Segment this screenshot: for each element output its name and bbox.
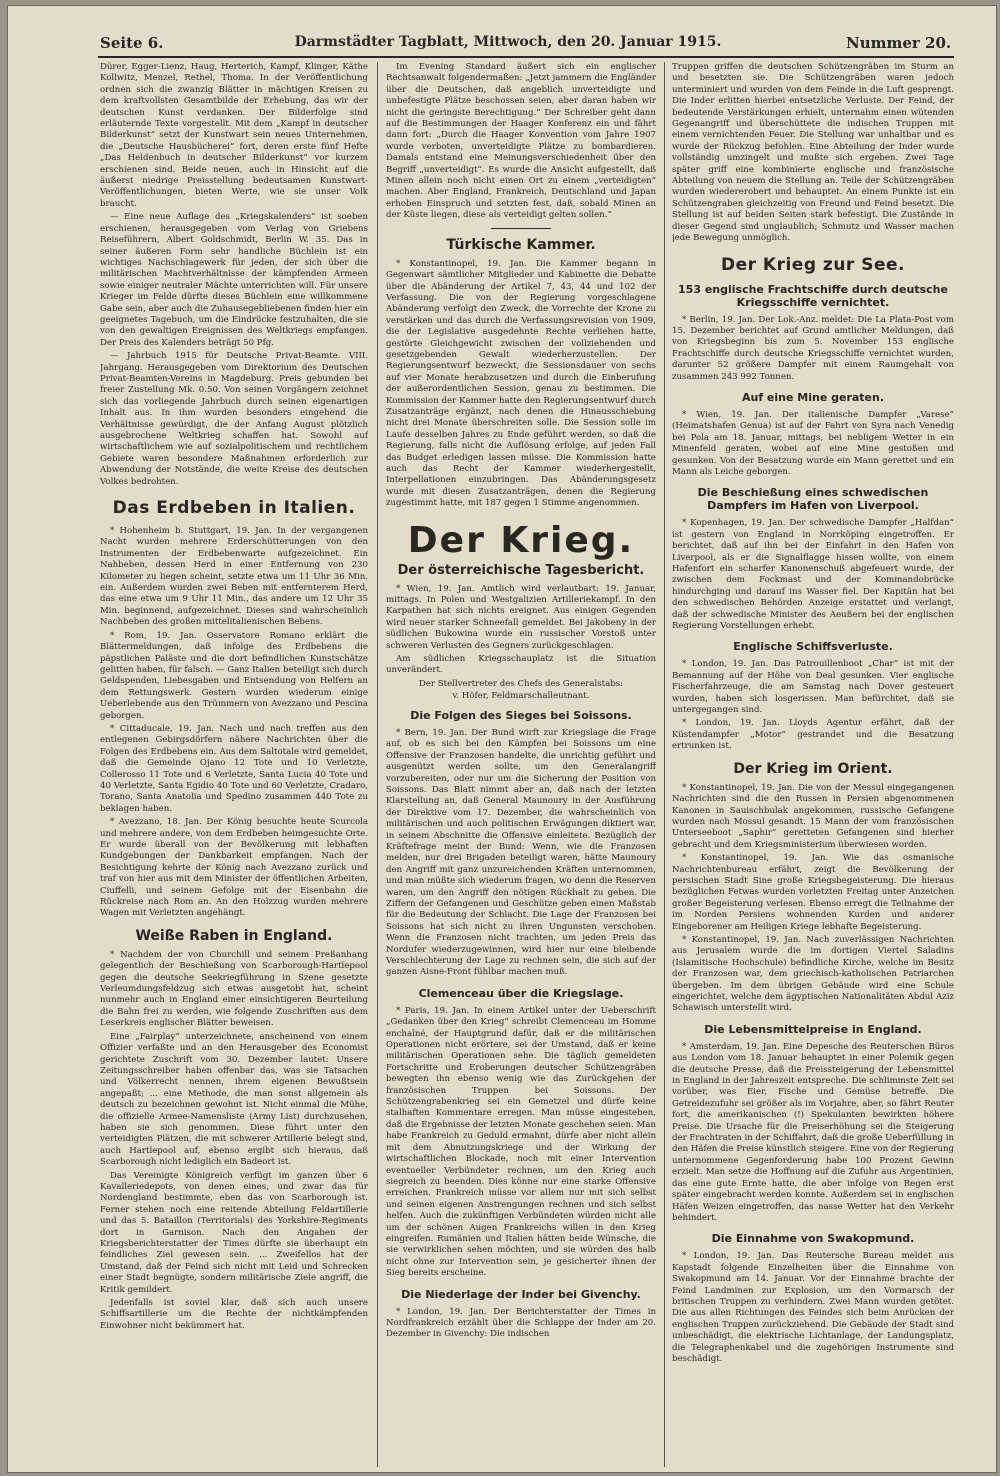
newspaper-title-date: Darmstädter Tagblatt, Mittwoch, den 20. Januar 1915. (294, 34, 722, 50)
article-text: * London, 19. Jan. Das Patrouillenboot „Char“ ist mit der Bemannung auf der Höhe von Deal gesunken. Vier englische Fischerfahrzeuge, die am Samstag nach Dover gesteuert wurden, haben sich losgerissen. Man befürchtet, daß sie untergegangen sind. (672, 659, 954, 716)
article-text: Jedenfalls ist soviel klar, daß sich auch unsere Schiffsartillerie um die Rechte der nichtkämpfenden Einwohner nicht bekümmert hat. (100, 1298, 368, 1331)
article-text: * Konstantinopel, 19. Jan. Wie das osmanische Nachrichtenbureau erfährt, zeigt die Bevölkerung der persischen Stadt Sine große Kriegsbegeisterung. Die hieraus bezüglichen Fetwas wurden vorletzten Freitag unter Anzeichen großer Begeisterung verlesen. Ebenso erregt die Teilnahme der im Norden Persiens wohnenden Kurden und anderer Eingeborener am Heiligen Kriege lebhafte Begeisterung. (672, 853, 954, 932)
heading-clemenceau: Clemenceau über die Kriegslage. (418, 986, 624, 1000)
article-text: * Amsterdam, 19. Jan. Eine Depesche des Reuterschen Büros aus London vom 18. Januar behauptet in einer Polemik gegen die deutsche Presse, daß die Preissteigerung der Lebensmittel in England in der Jahreszeit entspreche. Die schlimmste Zeit sei vorüber, was Eier, Fische und Gemüse betreffe. Die Getreidezufuhr sei größer als im Vorjahre, aber, so fährt Reuter fort, die amerikanischen (!) Spekulanten bewirkten höhere Preise. Die Ursache für die Preiserhöhung sei die Steigerung der Frachtraten in der Schiffahrt, daß die große Ueberfüllung in den Häfen die Preise künstlich steigere. Eine von der Regierung unternommene Gegenforderung habe 100 Prozent Gewinn erzielt. Man setze die Hoffnung auf die Zufuhr aus Argentinien, das eine gute Ernte hatte, die aber infolge von Regen erst später eingebracht werden konnte. Außerdem sei in englischen Häfen Weizen eingetroffen, das nasse Wetter hat den Verkehr behindert. (672, 1041, 954, 1223)
article-text: * Berlin, 19. Jan. Der Lok.-Anz. meldet: Die La Plata-Post vom 15. Dezember berichtet auf Grund amtlicher Meldungen, daß von Kriegsbeginn bis zum 5. November 153 englische Frachtschiffe durch deutsche Kriegsschiffe vernichtet wurden, darunter 52 größere Dampfer mit einem Raumgehalt von zusammen 243 992 Tonnen. (672, 314, 954, 382)
article-text: — Jahrbuch 1915 für Deutsche Privat-Beamte. VIII. Jahrgang. Herausgegeben vom Direktorium des Deutschen Privat-Beamten-Vereins in Magdeburg. Preis gebunden bei freier Zustellung Mk. 0.50. Von seinen Vorgängern zeichnet sich das vorliegende Jahrbuch durch seinen eigenartigen Inhalt aus. In ihm wurden besonders eingehend die Verhältnisse gewürdigt, die der Anfang August plötzlich ausgebrochene Weltkrieg schaffen hat. Sowohl auf wirtschaftlichem wie auf sozialpolitischem und rechtlichem Gebiete waren besondere Maßnahmen erforderlich zur Abwendung der Notstände, die weite Kreise des deutschen Volkes bedrohten. (100, 351, 368, 487)
article-text: * Kopenhagen, 19. Jan. Der schwedische Dampfer „Halfdan“ ist gestern von England in Norrköping eingetroffen. Er berichtet, daß auf ihn bei der Einfahrt in den Hafen von Liverpool, als er die Signalflagge hissen wollte, von einem Hafenfort ein scharfer Kanonenschuß abgefeuert wurde, der zwischen dem Fockmast und der Kommandobrücke hindurchging und darauf ins Wasser fiel. Der Kapitän hat bei den schwedischen Behörden Anzeige erstattet und verlangt, daß der schwedische Minister des Aeußern bei der englischen Regierung Vorstellungen erhebt. (672, 518, 954, 632)
article-text: * Hohenheim b. Stuttgart, 19. Jan. In der vergangenen Nacht wurden mehrere Erderschütterungen von den Instrumenten der Erdbebenwarte aufgezeichnet. Ein Nahbeben, dessen Herd in einer Entfernung von 230 Kilometer zu liegen scheint, setzte etwa um 11 Uhr 36 Min. ein. Außerdem wurden zwei Beben mit entfernterem Herd, das eine etwa um 9 Uhr 11 Min., das andere um 12 Uhr 35 Min. beginnend, aufgezeichnet. Dieses sind wahrscheinlich Nachbeben des großen mittelitalienischen Bebens. (100, 526, 368, 628)
article-text: * Wien, 19. Jan. Amtlich wird verlautbart: 19. Januar, mittags. In Polen und Westgalizien Artilleriekampf. In den Karpathen hat sich nichts ereignet. Aus einigen Gegenden wird neuer starker Schneefall gemeldet. Bei Jakobeny in der südlichen Bukowina wurde ein russischer Vorstoß unter schweren Verlusten des Gegners zurückgeschlagen. (386, 583, 656, 651)
heading-schwedisch: Die Beschießung eines schwedischen Dampfers im Hafen von Liverpool. (697, 486, 929, 513)
subheading-see: 153 englische Frachtschiffe durch deutsche Kriegsschiffe vernichtet. (678, 282, 948, 309)
column-2 (386, 62, 656, 1467)
signature-name: v. Höfer, Feldmarschalleutnant. (452, 690, 590, 701)
article-text: * Konstantinopel, 19. Jan. Die von der Messul eingegangenen Nachrichten sind die den Russen in Persien abgenommenen Kanonen in Sauischbulak angekommen, russische Gefangene wurden nach Mossul gesandt. 15 Mann der vom französischen Unterseeboot „Saphir“ geretteten Gefangenen sind hierher gebracht und dem Kriegsministerium überwiesen worden. (672, 782, 954, 850)
article-text: * Avezzano, 18. Jan. Der König besuchte heute Scurcola und mehrere andere, von dem Erdbeben heimgesuchte Orte. Er wurde überall von der Bevölkerung mit lebhaften Kundgebungen der Dankbarkeit empfangen. Nach der Besichtigung kehrte der König nach Avezzano zurück und traf von hier aus mit dem Minister der öffentlichen Arbeiten, Ciuffelli, und seinem Gefolge mit der Eisenbahn die Rückreise nach Rom an. An den Holzzug wurden mehrere Wagen mit Verletzten angehängt. (100, 817, 368, 919)
article-text: Im Evening Standard äußert sich ein englischer Rechtsanwalt folgendermaßen: „Jetzt jammern die Engländer über die Deutschen, daß angeblich unverteidigte und unbefestigte Plätze beschossen seien, aber daran haben wir nicht die geringste Berechtigung.“ Der Schreiber geht dann auf die Bestimmungen der Haager Konferenz ein und fährt dann fort: „Durch die Haager Konvention vom Jahre 1907 wurde verboten, unverteidigte Plätze zu bombardieren. Damals entstand eine Meinungsverschiedenheit über den Begriff „unverteidigt“. Es wurde die Ansicht aufgestellt, daß Minen allein noch nicht einen Ort zu einem „verteidigten“ machen. Aber England, Frankreich, Deutschland und Japan erhoben Einspruch und setzten fest, daß, sobald Minen an der Küste liegen, diese als verteidigt gelten sollen.“ (386, 62, 656, 221)
article-text: * Konstantinopel, 19. Jan. Nach zuverlässigen Nachrichten aus Jerusalem wurde die im dortigen Viertel Saladins (Islamitische Hochschule) befindliche Kirche, welche im Besitz der Franzosen war, dem griechisch-katholischen Patriarchen übergeben. Im dem übrigen Gebäude wird eine Schule eingerichtet, welche dem ägyptischen Nationalitäten Abdul Aziz Schawisch unterstellt wird. (672, 934, 954, 1014)
heading-raben: Weiße Raben in England. (135, 927, 333, 944)
article-text: * London, 19. Jan. Das Reutersche Bureau meldet aus Kapstadt folgende Einzelheiten über die Einnahme von Swakopmund am 14. Januar. Vor der Einnahme brachte der Feind Landminen zur Explosion, um den Vormarsch der britischen Truppen zu verhindern. Zwei Mann wurden getötet. Die aus allen Richtungen des Feindes sich beim Anrücken der englischen Truppen zurückziehend. Die Gebäude der Stadt sind unbeschädigt, die elektrische Lichtanlage, der Landungsplatz, die Telegraphenkabel und die zugehörigen Instrumente sind beschädigt. (672, 1251, 954, 1364)
heading-soissons: Die Folgen des Sieges bei Soissons. (410, 708, 632, 722)
article-text: * Rom, 19. Jan. Osservatore Romano erklärt die Blättermeldungen, daß infolge des Erdbebens die päpstlichen Paläste und die dort befindlichen Kunstschätze gelitten haben, für falsch. — Ganz Italien beteiligt sich durch Geldspenden, Liebesgaben und Entsendung von Helfern an dem Rettungswerk. Gestern wurden wiederum einige Ueberlebende aus den Trümmern von Avezzano und Pescina geborgen. (100, 630, 368, 721)
heading-mine: Auf eine Mine geraten. (741, 390, 885, 404)
column-1 (100, 62, 368, 1467)
heading-orient: Der Krieg im Orient. (733, 760, 893, 777)
heading-erdbeben: Das Erdbeben in Italien. (112, 498, 356, 519)
article-text: * London, 19. Jan. Lloyds Agentur erfährt, daß der Küstendampfer „Motor“ gestrandet und die Besatzung ertrunken ist. (672, 718, 954, 752)
heading-see: Der Krieg zur See. (720, 254, 905, 275)
article-text: * Paris, 19. Jan. In einem Artikel unter der Ueberschrift „Gedanken über den Krieg“ schreibt Clemenceau im Homme enchaîné, der Hauptgrund dafür, daß er die militärischen Operationen nicht erörtere, sei der Umstand, daß er keine militärischen Operationen sehe. Die täglich gemeldeten Fortschritte und Eroberungen deutscher Schützengräben bewegten ihn ebenso wenig wie das Zurückgehen der französischen Truppen bei Soissons. Der Schützengrabenkrieg sei ein Gemetzel und dürfe keine stalhaften Kommentare erregen. Man müsse eingestehen, daß die Ergebnisse der letzten Monate geschehen seien. Man habe Frankreich zu Geduld ermahnt, dürfe aber nicht allein mit dem Abnutzungskriege und der Wirkung der wirtschaftlichen Blockade, noch mit einer Intervention eventueller Verbündeter rechnen, um den Krieg auch siegreich zu beenden. Dies könne nur eine starke Offensive erreichen. Frankreich müsse vor allem nur mit sich selbst und seinen eigenen Anstrengungen rechnen und sich selbst helfen. Auch die zukünftigen Verbündeten würden nicht alle um der schönen Augen Frankreichs willen in den Krieg eingreifen. Rumänien und Italien hätten beide Wünsche, die sie verwirklichen sehen möchten, und sie würden des halb nicht ohne zur Intervention sein, je gesicherter ihnen der Sieg bereits erscheine. (386, 1005, 656, 1279)
masthead-rule (98, 56, 954, 58)
page-number: Seite 6. (100, 34, 164, 52)
column-divider (664, 62, 665, 1467)
newspaper-page (8, 6, 996, 1472)
article-text: * Bern, 19. Jan. Der Bund wirft zur Kriegslage die Frage auf, ob es sich bei den Kämpfen bei Soissons um eine Offensive der Franzosen handelte, die unrichtig geführt und ausgenützt werden sollte, um den Generalangriff vorzubereiten, oder nur um die Sicherung der Position von Soissons. Das Blatt nimmt aber an, daß nach der letzten Klarstellung an, daß General Maunoury in der Ausführung der Direktive vom 17. Dezember, die wahrscheinlich von militärischen und auch politischen Erwägungen diktiert war, in seinem Abschnitte die Offensive einleitete. Bezüglich der Kräftefrage meint der Bund: Wenn, wie die Franzosen melden, nur drei Brigaden beteiligt waren, hätte Maunoury den Angriff mit ganz unzureichenden Kräften unternommen, und man müßte sich wiederum fragen, wo denn die Reserven waren, um den Angriff den nötigen Rückhalt zu geben. Die Ziffern der Gefangenen und Geschütze geben einen Maßstab für die Bedeutung der Schlacht. Die Lage der Franzosen bei Soissons hat sich nicht zu ihren Ungunsten verschoben. Wenn die Franzosen nicht trachten, um jeden Preis das Nordufer wiederzugewinnen, wird hier nur eine bleibende Verschlechterung der Lage zu rechnen sein, die sich auf der ganzen Aisne-Front fühlbar machen muß. (386, 727, 656, 978)
heading-schiffsverluste: Englische Schiffsverluste. (733, 640, 893, 654)
article-text: Truppen griffen die deutschen Schützengräben im Sturm an und besetzten sie. Die Schützengräben waren jedoch unterminiert und wurden von dem Feinde in die Luft gesprengt. Die Inder erlitten hierbei entsetzliche Verluste. Der Feind, der bedeutende Verstärkungen erhielt, unternahm einen wütenden Gegenangriff und überschüttete die indischen Truppen mit einem vernichtenden Feuer. Die Stellung war unhaltbar und es wurde der Rückzug befohlen. Eine Abteilung der Inder wurde vollständig umzingelt und mußte sich ergeben. Zwei Tage später griff eine kombinierte englische und französische Abteilung von neuem die Stellung an. Teile der Schützengräben wurden wiedererobert und behauptet. An einem Punkte ist ein Schützengraben gleichzeitig von Freund und Feind besetzt. Die Stellung ist auf beiden Seiten stark befestigt. Die Zustände in dieser Gegend sind unglaublich; Schmutz und Wasser machen jede Bewegung unmöglich. (672, 62, 954, 244)
heading-lebensmittel: Die Lebensmittelpreise in England. (704, 1022, 922, 1036)
subhead-tagesbericht: Der österreichische Tagesbericht. (397, 562, 645, 578)
masthead (8, 6, 996, 56)
issue-number: Nummer 20. (846, 34, 952, 52)
article-text: * Cittaducale, 19. Jan. Nach und nach treffen aus den entlegenen Gebirgsdörfern nähere Nachrichten über die Folgen des Erdbebens ein. Aus dem Saltotale wird gemeldet, daß die Gemeinde Ojano 12 Tote und 10 Verletzte, Collerosso 11 Tote und 6 Verletzte, Santa Lucia 40 Tote und 40 Verletzte, Santa Egidio 40 Tote und 60 Verletzte, Cradaro, Torano, Santa Anatolia und Spedino zusammen 440 Tote zu beklagen haben. (100, 723, 368, 814)
article-text: * Konstantinopel, 19. Jan. Die Kammer begann in Gegenwart sämtlicher Mitglieder und Kabinette die Debatte über die Abänderung der Artikel 7, 43, 44 und 102 der Verfassung. Die von der Regierung vorgeschlagene Abänderung verfolgt den Zweck, die Vorrechte der Krone zu verstärken und das durch die Verfassungsrevision von 1909, die der Legislative ausgedehnte Rechte verliehen hatte, gestörte Gleichgewicht zwischen der vollziehenden und gesetzgebenden Gewalt wiederherzustellen. Der Regierungsentwurf bezweckt, die Sessionsdauer von sechs auf vier Monate herabzusetzen und durch die Einberufung der außerordentlichen Session, genau zu bestimmen. Die Kommission der Kammer hatte den Regierungsentwurf durch Zusatzanträge ergänzt, nach denen die Hinausschiebung nicht drei Monate überschreiten solle. Die Session solle im Laufe desselben Jahres zu Ende geführt werden, so daß die Regierung, falls nicht die Auflösung erfolge, auf jeden Fall das Budget erledigen lassen müsse. Die Kommission hatte auch das Recht der Kammer wiederhergestellt, Interpellationen einzubringen. Das Abänderungsgesetz wurde mit diesen Zusatzanträgen, denen die Regierung zugestimmt hatte, mit 187 gegen 1 Stimme angenommen. (386, 258, 656, 509)
article-text: Dürer, Egger-Lienz, Haug, Herterich, Kampf, Klinger, Käthe Kollwitz, Menzel, Rethel, Thoma. In der Veröffentlichung ordnen sich die zwanzig Blätter in mächtigen Kreisen zu dem kraftvollsten Gesamtbilde der Erhebung, das wir der deutschen Kunst verdanken. Der Bilderfolge sind erläuternde Texte vorgestellt. Mit dem „Kampf in deutscher Bilderkunst“ setzt der Kunstwart sein neues Unternehmen, die „Deutsche Hausbücherei“ fort, deren erste fünf Hefte „Das Heldenbuch in deutscher Bilderkunst“ vor kurzem erschienen sind. Beide neuen, auch in Hinsicht auf die äußerst niedrige Preisstellung bedeutsamen Kunstwart-Veröffentlichungen, bieten Werte, wie sie unser Volk braucht. (100, 62, 368, 209)
column-3 (672, 62, 954, 1467)
heading-kammer: Türkische Kammer. (446, 236, 596, 253)
heading-swakopmund: Die Einnahme von Swakopmund. (711, 1232, 915, 1246)
separator (491, 228, 551, 229)
signature-line: Der Stellvertreter des Chefs des Generalstabs: (418, 678, 624, 689)
article-text: Das Vereinigte Königreich verfügt im ganzen über 6 Kavalleriedepots, von denen eines, und zwar das für Nordengland bestimmte, eben das von Scarborough ist. Ferner stehen noch eine reitende Abteilung Feldartillerie und das 5. Bataillon (Territorials) des Yorkshire-Regiments dort in Garnison. Nach den Angaben der Kriegsberichterstatter der Times dürfte sie überhaupt ein feindliches Ziel gewesen sein. ... Zweifellos hat der Umstand, daß der Feind sich nicht mit Leid und Schrecken einer Stadt begnügte, sondern militärische Ziele angriff, die Kritik gemildert. (100, 1170, 368, 1295)
article-text: * Wien, 19. Jan. Der italienische Dampfer „Varese“ (Heimatshafen Genua) ist auf der Fahrt von Syra nach Venedig bei Pola am 18. Januar, mittags, bei nebligem Wetter in ein Minenfeld geraten, wobei auf eine Mine gestoßen und gesunken. Von der Besatzung wurde ein Mann gerettet und ein Mann als Leiche geborgen. (672, 409, 954, 477)
article-text: * London, 19. Jan. Der Berichterstatter der Times in Nordfrankreich erzählt über die Schlappe der Inder am 20. Dezember in Givenchy: Die indischen (386, 1306, 656, 1340)
column-divider (377, 62, 378, 1467)
article-text: — Eine neue Auflage des „Kriegskalenders“ ist soeben erschienen, herausgegeben vom Verlag von Griebens Reiseführern, Albert Goldschmidt, Berlin W. 35. Das in seiner äußeren Form sehr handliche Büchlein ist ein wichtiges Nachschlagewerk für jeden, der sich über die militärischen Machtverhältnisse der kämpfenden Armeen sowie einiger neutraler Mächte unterrichten will. Für unsere Krieger im Felde dürfte dieses Büchlein eine willkommene Gabe sein, aber auch die Zuhausegebliebenen finden hier ein geeignetes Tagebuch, um die Eindrücke festzuhalten, die sie von den gewaltigen Ereignissen des Weltkriegs empfangen. Der Preis des Kalenders beträgt 50 Pfg. (100, 212, 368, 348)
article-text: Eine „Fairplay“ unterzeichnete, anscheinend von einem Offizier verfaßte und an den Herausgeber des Economist gerichtete Zuschrift vom 30. Dezember lautet: Unsere Zeitungsschreiber haben offenbar das, was sie Tatsachen und Völkerrecht nennen, ihrem eigenen Bewußtsein angepaßt; ... eine Methode, die man sonst allgemein als deutsch zu bezeichnen gewohnt ist. Nicht einmal die Mühe, die offizielle Armee-Namensliste (Army List) durchzusehen, haben sie sich genommen. Diese führt unter den verteidigten Plätzen, die mit schwerer Artillerie belegt sind, auch Hartlepool auf, ebenso ergibt sich hieraus, daß Scarborough nicht lediglich ein Badeort ist. (100, 1031, 368, 1168)
article-text: Am südlichen Kriegsschauplatz ist die Situation unverändert. (386, 654, 656, 676)
article-text: * Nachdem der von Churchill und seinem Preßanhang gelegentlich der Beschießung von Scarborough-Hartlepool gegen die deutsche Seekriegführung in Szene gesetzte Verleumdungsfeldzug sich etwas ausgetobt hat, scheint nunmehr auch in England einer einsichtigeren Beurteilung die Bahn frei zu werden, wie folgende Zuschriften aus dem Leserkreis englischer Blätter beweisen. (100, 949, 368, 1029)
heading-givenchy: Die Niederlage der Inder bei Givenchy. (401, 1287, 641, 1301)
headline-krieg: Der Krieg. (407, 519, 635, 561)
